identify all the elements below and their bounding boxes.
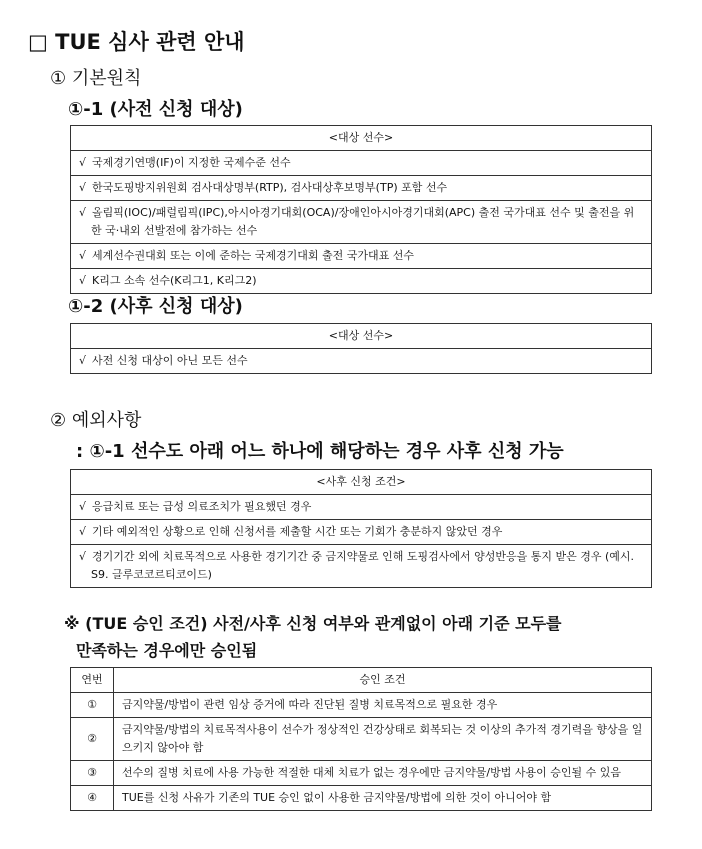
row-text: 국제경기연맹(IF)이 지정한 국제수준 선수 bbox=[92, 156, 291, 169]
row-text: 금지약물/방법의 치료목적사용이 선수가 정상적인 건강상태로 회복되는 것 이상의 추가적 경기력을 향상을 일으키지 않아야 함 bbox=[114, 718, 652, 761]
check-icon: √ bbox=[79, 354, 87, 367]
row-number: ③ bbox=[71, 761, 114, 786]
approval-note-line-2: 만족하는 경우에만 승인됨 bbox=[76, 641, 258, 660]
table-row bbox=[71, 761, 652, 786]
check-icon: √ bbox=[79, 156, 87, 169]
row-text: K리그 소속 선수(K리그1, K리그2) bbox=[92, 274, 257, 287]
row-text: 기타 예외적인 상황으로 인해 신청서를 제출할 시간 또는 기회가 충분하지 않았던 경우 bbox=[92, 525, 503, 538]
table-row bbox=[71, 349, 652, 374]
approval-note bbox=[64, 610, 562, 664]
column-header-number: 연번 bbox=[71, 668, 114, 693]
table-header: <사후 신청 조건> bbox=[71, 470, 652, 495]
row-text: 금지약물/방법이 관련 임상 증거에 따라 진단된 질병 치료목적으로 필요한 경우 bbox=[114, 693, 652, 718]
table-row bbox=[71, 244, 652, 269]
table-row bbox=[71, 151, 652, 176]
table-row bbox=[71, 520, 652, 545]
row-text: 올림픽(IOC)/패럴림픽(IPC),아시아경기대회(OCA)/장애인아시아경기대회(APC) 출전 국가대표 선수 및 출전을 위한 국·내외 선발전에 참가하는 선수 bbox=[91, 206, 635, 237]
row-text: 응급치료 또는 급성 의료조치가 필요했던 경우 bbox=[92, 500, 312, 513]
check-icon: √ bbox=[79, 249, 87, 262]
section-1-2-heading: ①-2 (사후 신청 대상) bbox=[68, 296, 243, 317]
row-number: ④ bbox=[71, 786, 114, 811]
row-number: ② bbox=[71, 718, 114, 761]
table-row bbox=[71, 269, 652, 294]
table-row bbox=[71, 693, 652, 718]
table-row bbox=[71, 201, 652, 244]
row-text: TUE를 신청 사유가 기존의 TUE 승인 없이 사용한 금지약물/방법에 의한 것이 아니어야 함 bbox=[114, 786, 652, 811]
row-text: 세계선수권대회 또는 이에 준하는 국제경기대회 출전 국가대표 선수 bbox=[92, 249, 415, 262]
approval-conditions-table bbox=[70, 667, 652, 811]
check-icon: √ bbox=[79, 550, 87, 563]
table-row bbox=[71, 495, 652, 520]
row-text: 경기기간 외에 치료목적으로 사용한 경기기간 중 금지약물로 인해 도핑검사에서 양성반응을 통지 받은 경우 (예시. S9. 글루코코르티코이드) bbox=[91, 550, 635, 581]
section-1-1-heading: ①-1 (사전 신청 대상) bbox=[68, 99, 243, 120]
check-icon: √ bbox=[79, 274, 87, 287]
approval-note-line-1: ※ (TUE 승인 조건) 사전/사후 신청 여부와 관계없이 아래 기준 모두를 bbox=[64, 614, 562, 633]
section-2-heading: ② 예외사항 bbox=[50, 410, 142, 431]
table-header: <대상 선수> bbox=[71, 126, 652, 151]
table-row bbox=[71, 176, 652, 201]
table-row bbox=[71, 718, 652, 761]
check-icon: √ bbox=[79, 525, 87, 538]
check-icon: √ bbox=[79, 500, 87, 513]
row-number: ① bbox=[71, 693, 114, 718]
table-header: <대상 선수> bbox=[71, 324, 652, 349]
column-header-condition: 승인 조건 bbox=[114, 668, 652, 693]
page-title: □ TUE 심사 관련 안내 bbox=[28, 30, 245, 54]
section-1-heading: ① 기본원칙 bbox=[50, 68, 142, 89]
table-row bbox=[71, 545, 652, 588]
check-icon: √ bbox=[79, 206, 87, 219]
prior-application-table bbox=[70, 125, 652, 294]
table-row bbox=[71, 786, 652, 811]
row-text: 한국도핑방지위원회 검사대상명부(RTP), 검사대상후보명부(TP) 포함 선수 bbox=[92, 181, 448, 194]
row-text: 선수의 질병 치료에 사용 가능한 적절한 대체 치료가 없는 경우에만 금지약물/방법 사용이 승인될 수 있음 bbox=[114, 761, 652, 786]
post-application-conditions-table bbox=[70, 469, 652, 588]
check-icon: √ bbox=[79, 181, 87, 194]
section-2-subheading: : ①-1 선수도 아래 어느 하나에 해당하는 경우 사후 신청 가능 bbox=[76, 441, 564, 462]
post-application-table bbox=[70, 323, 652, 374]
row-text: 사전 신청 대상이 아닌 모든 선수 bbox=[92, 354, 248, 367]
